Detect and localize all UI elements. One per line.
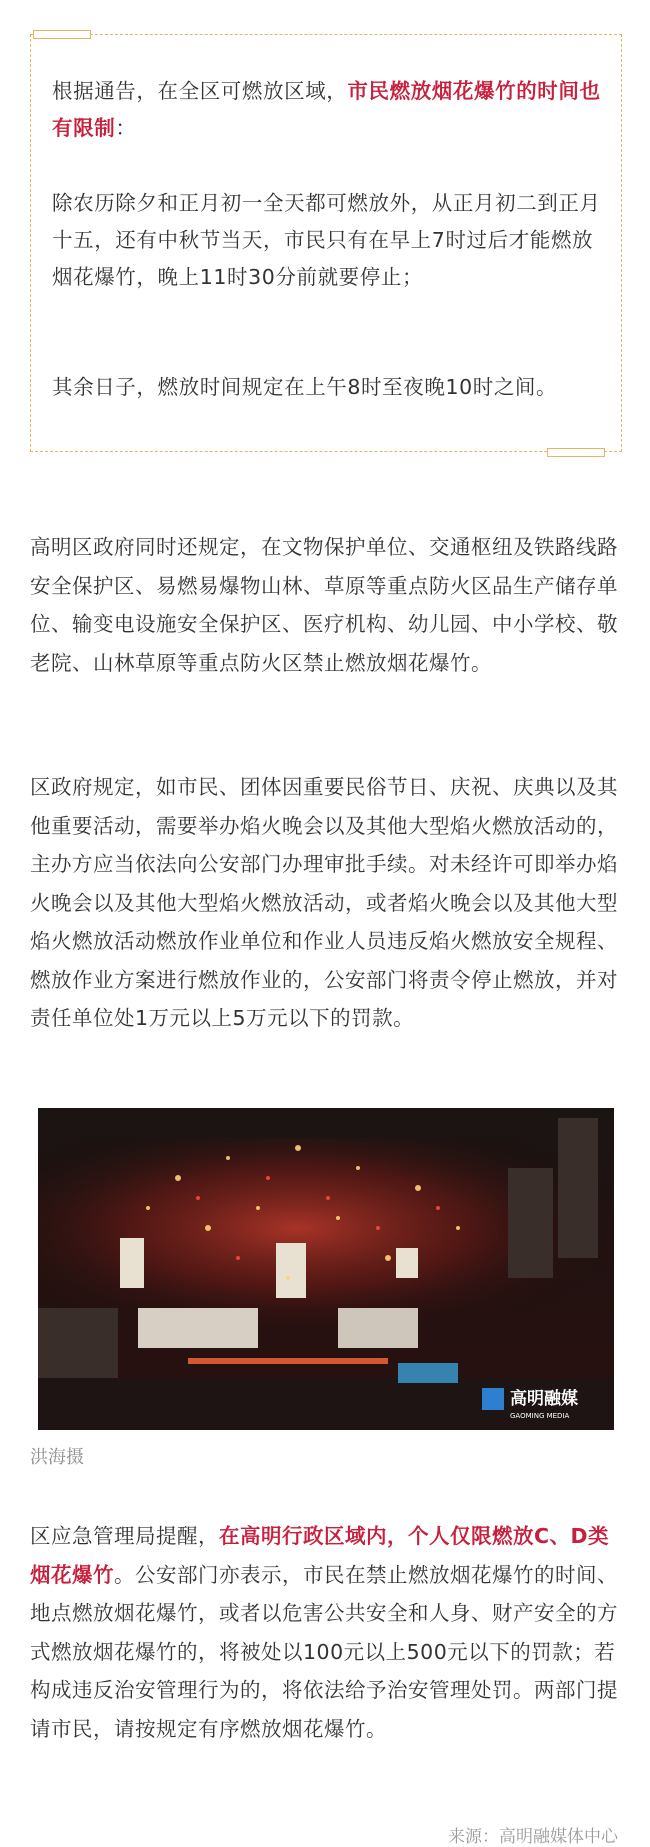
source-credit: 来源：高明融媒体中心 (448, 1827, 618, 1847)
fireworks-photo (38, 1108, 614, 1430)
notice-paragraph-1 (52, 73, 612, 147)
reminder-body: 。公安部门亦表示，市民在禁止燃放烟花爆竹的时间、地点燃放烟花爆竹，或者以危害公共安全和人身、财产安全的方式燃放烟花爆竹的，将被处以100元以上500元以下的罚款；若构成违反治安管理行为的，将依法给予治安管理处罚。两部门提请市民，请按规定有序燃放烟花爆竹。 (30, 1562, 618, 1741)
paragraph-fireworks-approval: 区政府规定，如市民、团体因重要民俗节日、庆祝、庆典以及其他重要活动，需要举办焰火晚会以及其他大型焰火燃放活动的，主办方应当依法向公安部门办理审批手续。对未经许可即举办焰火晚会以及其他大型焰火燃放活动，或者焰火晚会以及其他大型焰火燃放活动燃放作业单位和作业人员违反焰火燃放安全规程、燃放作业方案进行燃放作业的，公安部门将责令停止燃放，并对责任单位处1万元以上5万元以下的罚款。 (30, 775, 618, 1030)
notice-bottom-tab (547, 448, 605, 457)
watermark-en: GAOMING MEDIA (510, 1412, 570, 1420)
notice-paragraph-2: 除农历除夕和正月初一全天都可燃放外，从正月初二到正月十五，还有中秋节当天，市民只有在早上7时过后才能燃放烟花爆竹，晚上11时30分前就要停止； (52, 191, 601, 289)
notice-paragraph-3: 其余日子，燃放时间规定在上午8时至夜晚10时之间。 (52, 375, 558, 399)
photo-caption: 洪海摄 (30, 1447, 84, 1468)
notice-text: 根据通告，在全区可燃放区域， (52, 79, 348, 103)
notice-top-tab (33, 30, 91, 39)
fireworks-illustration (38, 1108, 614, 1430)
notice-text-end: ： (115, 116, 137, 140)
reminder-highlight: 在高明行政区域内，个人仅限燃放C、D类烟花爆竹 (30, 1524, 610, 1587)
paragraph-restricted-areas: 高明区政府同时还规定，在文物保护单位、交通枢纽及铁路线路安全保护区、易燃易爆物山林、草原等重点防火区品生产储存单位、输变电设施安全保护区、医疗机构、幼儿园、中小学校、敬老院、山林草原等重点防火区禁止燃放烟花爆竹。 (30, 535, 618, 675)
watermark-cn: 高明融媒 (510, 1389, 578, 1409)
notice-highlight: 市民燃放烟花爆竹的时间也有限制 (52, 79, 601, 140)
paragraph-reminder (30, 1517, 624, 1748)
notice-box (30, 34, 622, 452)
reminder-prefix: 区应急管理局提醒， (30, 1524, 219, 1548)
